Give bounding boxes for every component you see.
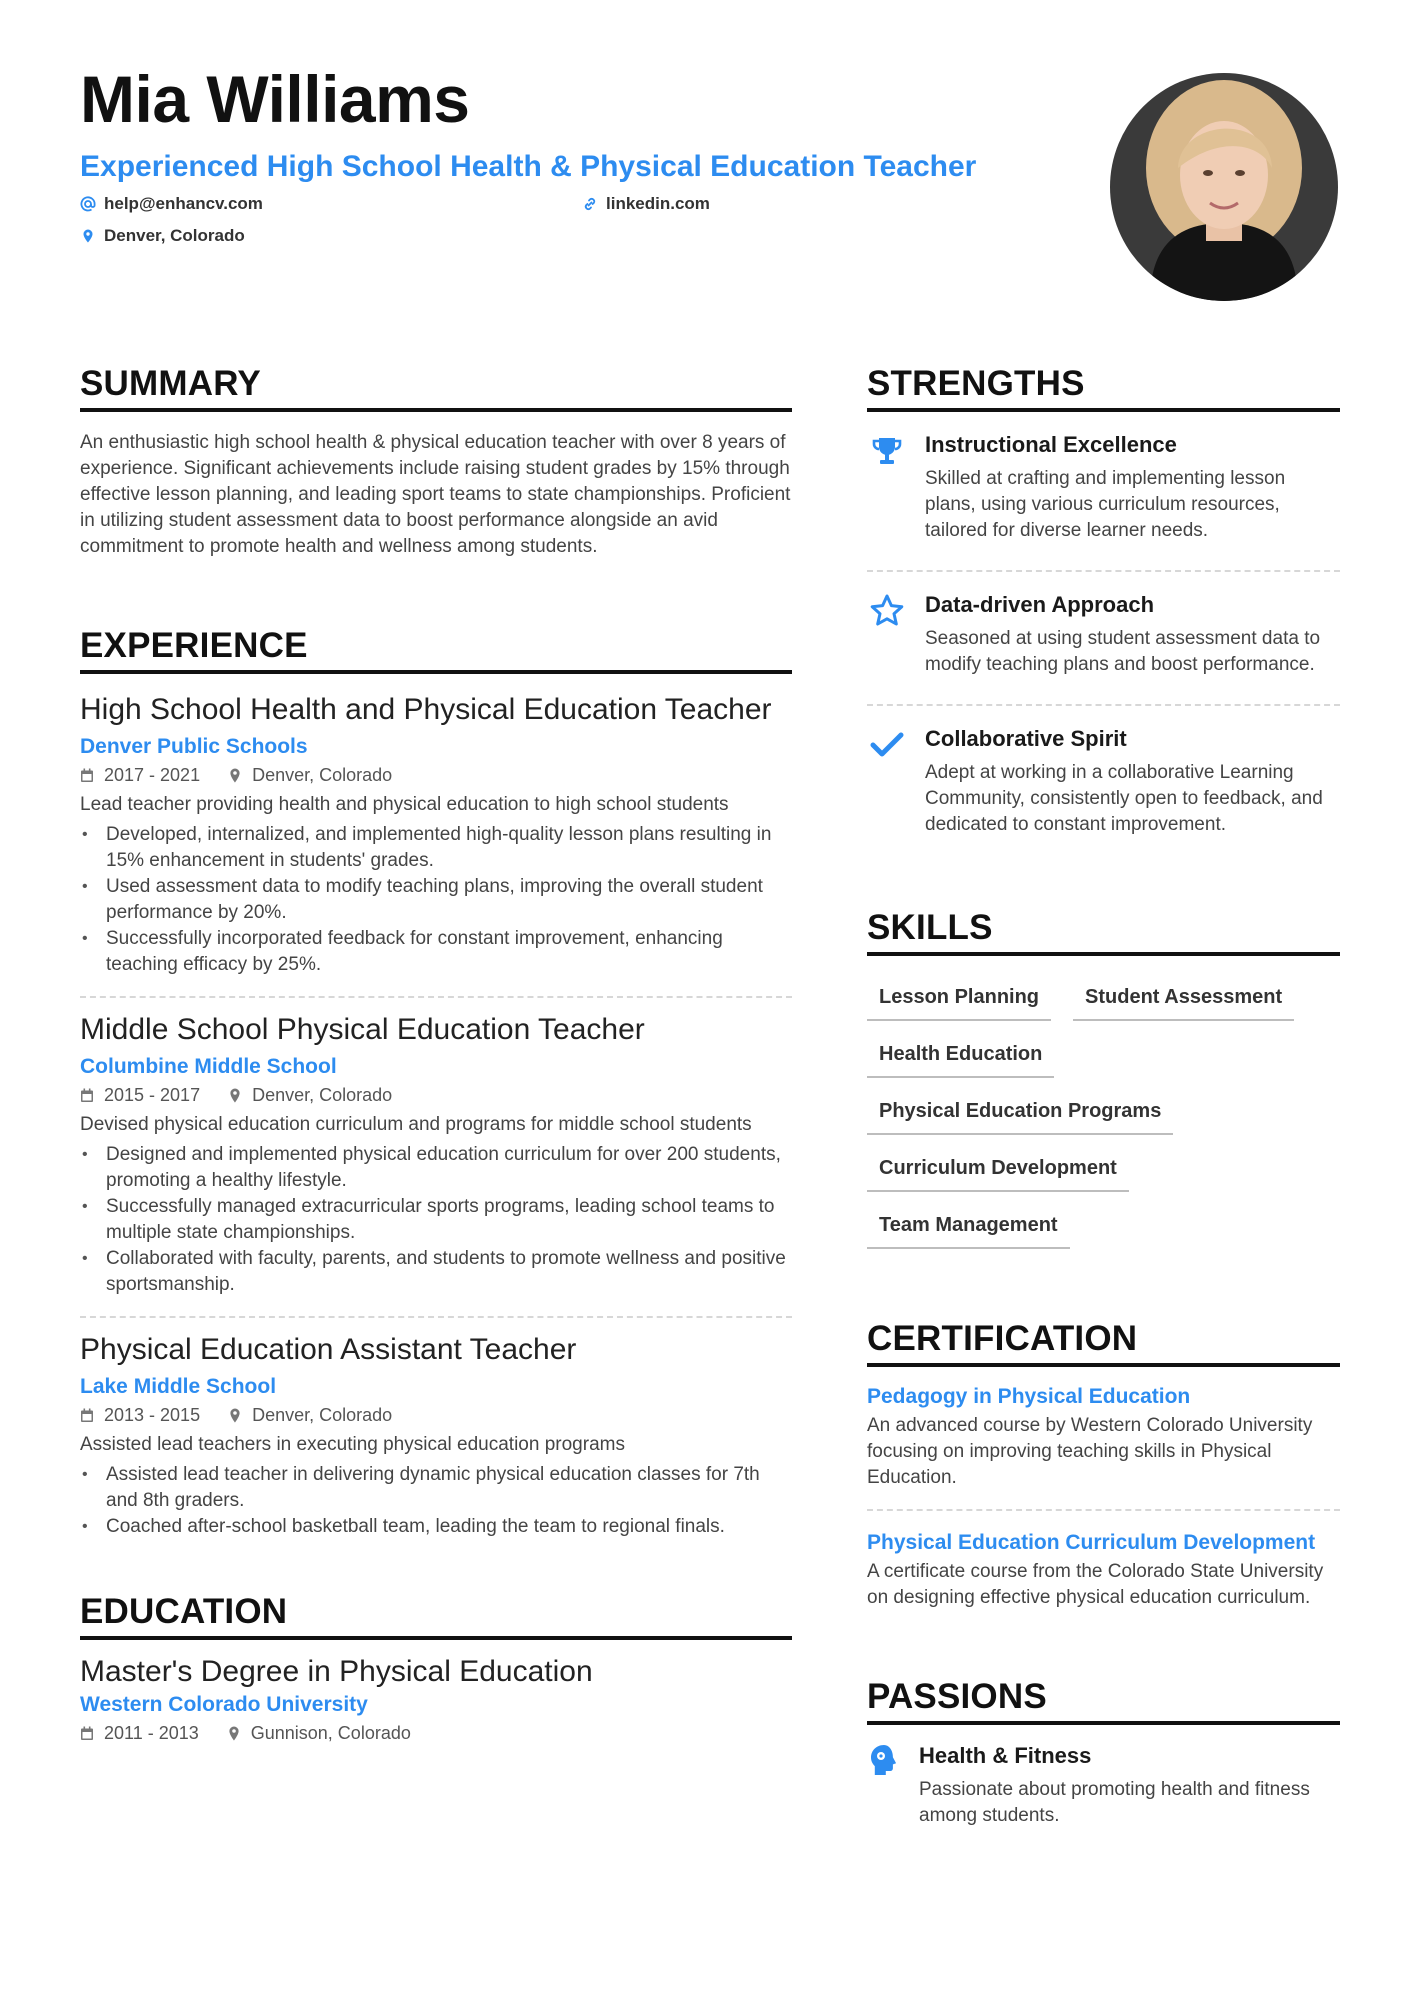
skill-tag: Health Education: [867, 1029, 1054, 1078]
calendar-icon: [80, 1408, 94, 1423]
experience-item: [80, 1012, 792, 1298]
email-contact[interactable]: [80, 194, 263, 214]
candidate-name: Mia Williams: [80, 62, 470, 136]
head-icon: [867, 1743, 901, 1777]
location-text: Denver, Colorado: [104, 226, 245, 245]
job-meta: [80, 1085, 792, 1106]
passion-title: Health & Fitness: [919, 1743, 1092, 1768]
strength-description: Seasoned at using student assessment data to modify teaching plans and boost performance.: [925, 628, 1321, 675]
star-icon: [870, 594, 904, 628]
job-dates: 2015 - 2017: [104, 1085, 201, 1105]
location-contact: [80, 226, 245, 246]
job-bullet: • Coached after-school basketball team, leading the team to regional finals.: [80, 1514, 792, 1540]
skill-tag: Team Management: [867, 1200, 1070, 1249]
education-location: Gunnison, Colorado: [250, 1723, 411, 1743]
skills-heading: SKILLS: [867, 908, 1340, 956]
skill-tag: Curriculum Development: [867, 1143, 1129, 1192]
job-bullets: [80, 822, 792, 978]
certification-description: A certificate course from the Colorado State University on designing effective physical education curriculum.: [867, 1561, 1324, 1608]
job-meta: [80, 765, 792, 786]
divider: [867, 1509, 1340, 1511]
calendar-icon: [80, 768, 94, 783]
strength-item: [867, 572, 1340, 678]
passion-item: [867, 1725, 1340, 1829]
job-bullet: • Collaborated with faculty, parents, and students to promote wellness and positive sportsmanship.: [80, 1246, 792, 1298]
candidate-headline: Experienced High School Health & Physical Education Teacher: [80, 150, 977, 183]
strength-description: Adept at working in a collaborative Learning Community, consistently open to feedback, and dedicated to constant improvement.: [925, 762, 1323, 835]
job-description: Lead teacher providing health and physical education to high school students: [80, 794, 729, 815]
passions-heading: PASSIONS: [867, 1677, 1340, 1725]
company-name: Columbine Middle School: [80, 1055, 337, 1078]
calendar-icon: [80, 1088, 94, 1103]
divider: [80, 1316, 792, 1318]
linkedin-contact[interactable]: [582, 194, 710, 214]
location-pin-icon: [228, 1408, 242, 1423]
certification-title: Physical Education Curriculum Development: [867, 1531, 1316, 1554]
passion-description: Passionate about promoting health and fitness among students.: [919, 1779, 1310, 1826]
education-heading: EDUCATION: [80, 1592, 792, 1640]
skill-tag: Lesson Planning: [867, 972, 1051, 1021]
strength-description: Skilled at crafting and implementing lesson plans, using various curriculum resources, tailored for diverse learner needs.: [925, 468, 1286, 541]
location-pin-icon: [227, 1726, 241, 1741]
trophy-icon: [870, 434, 904, 468]
checkmark-icon: [870, 728, 904, 762]
job-bullets: [80, 1462, 792, 1540]
skills-list: [867, 972, 1340, 1257]
divider: [80, 996, 792, 998]
degree-title: Master's Degree in Physical Education: [80, 1655, 593, 1688]
right-column: [867, 364, 1340, 1829]
email-text: help@enhancv.com: [104, 194, 263, 213]
job-bullet: • Successfully managed extracurricular sports programs, leading school teams to multiple state championships.: [80, 1194, 792, 1246]
job-location: Denver, Colorado: [252, 765, 393, 785]
left-column: [80, 364, 792, 1744]
job-meta: [80, 1405, 792, 1426]
education-dates: 2011 - 2013: [104, 1723, 199, 1743]
certification-heading: CERTIFICATION: [867, 1319, 1340, 1367]
certification-title: Pedagogy in Physical Education: [867, 1385, 1191, 1408]
job-dates: 2017 - 2021: [104, 765, 201, 785]
location-pin-icon: [80, 228, 96, 244]
strengths-heading: STRENGTHS: [867, 364, 1340, 412]
strength-item: [867, 706, 1340, 838]
job-bullet: • Developed, internalized, and implemented high-quality lesson plans resulting in 15% enhancement in students' grades.: [80, 822, 792, 874]
summary-heading: SUMMARY: [80, 364, 792, 412]
education-meta: [80, 1723, 792, 1744]
job-bullets: [80, 1142, 792, 1298]
skill-tag: Student Assessment: [1073, 972, 1294, 1021]
location-pin-icon: [228, 768, 242, 783]
skill-tag: Physical Education Programs: [867, 1086, 1173, 1135]
job-bullet: • Used assessment data to modify teaching plans, improving the overall student performance by 20%.: [80, 874, 792, 926]
linkedin-text: linkedin.com: [606, 194, 710, 213]
company-name: Denver Public Schools: [80, 735, 308, 758]
job-description: Assisted lead teachers in executing physical education programs: [80, 1434, 625, 1455]
link-icon: [582, 196, 598, 212]
experience-item: [80, 692, 792, 978]
job-bullet: • Successfully incorporated feedback for constant improvement, enhancing teaching efficacy by 25%.: [80, 926, 792, 978]
job-location: Denver, Colorado: [252, 1405, 393, 1425]
experience-item: [80, 1332, 792, 1540]
certification-description: An advanced course by Western Colorado University focusing on improving teaching skills in Physical Education.: [867, 1415, 1313, 1488]
job-title: Physical Education Assistant Teacher: [80, 1333, 577, 1366]
profile-photo: [1110, 73, 1338, 301]
strength-item: [867, 412, 1340, 544]
job-title: High School Health and Physical Education Teacher: [80, 693, 772, 726]
location-pin-icon: [228, 1088, 242, 1103]
job-location: Denver, Colorado: [252, 1085, 393, 1105]
strength-title: Collaborative Spirit: [925, 726, 1127, 751]
job-title: Middle School Physical Education Teacher: [80, 1013, 645, 1046]
calendar-icon: [80, 1726, 94, 1741]
at-icon: [80, 196, 96, 212]
job-description: Devised physical education curriculum and programs for middle school students: [80, 1114, 752, 1135]
school-name: Western Colorado University: [80, 1693, 368, 1716]
strength-title: Instructional Excellence: [925, 432, 1177, 457]
strength-title: Data-driven Approach: [925, 592, 1155, 617]
job-dates: 2013 - 2015: [104, 1405, 201, 1425]
experience-heading: EXPERIENCE: [80, 626, 792, 674]
job-bullet: • Designed and implemented physical education curriculum for over 200 students, promoting a healthy lifestyle.: [80, 1142, 792, 1194]
company-name: Lake Middle School: [80, 1375, 277, 1398]
job-bullet: • Assisted lead teacher in delivering dynamic physical education classes for 7th and 8th graders.: [80, 1462, 792, 1514]
education-item: [80, 1654, 792, 1744]
summary-text: An enthusiastic high school health & physical education teacher with over 8 years of experience. Significant achievements include raising student grades by 15% through effective lesson planning, and leading sport teams to state championships. Proficient in utilizing student assessment data to boost performance alongside an avid commitment to promote health and wellness among students.: [80, 432, 791, 557]
